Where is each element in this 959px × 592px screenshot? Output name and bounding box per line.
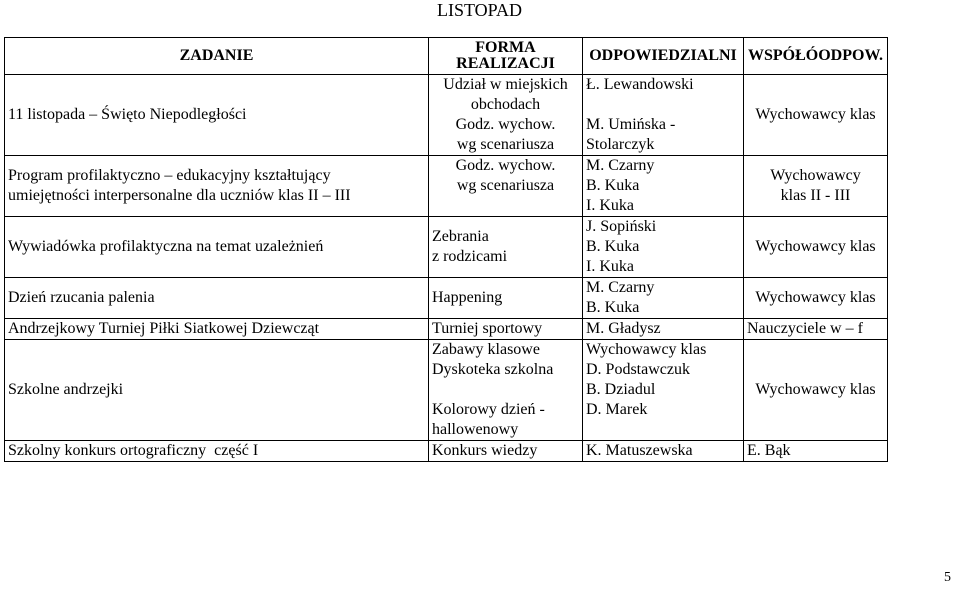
activity-plan-table bbox=[4, 37, 888, 462]
cell-co-responsible bbox=[744, 278, 888, 319]
form-line: Konkurs wiedzy bbox=[432, 442, 538, 459]
form-line: Udział w miejskich bbox=[443, 76, 568, 93]
form-line: wg scenariusza bbox=[456, 136, 555, 153]
cell-task bbox=[5, 319, 429, 340]
responsible-line: Ł. Lewandowski bbox=[586, 76, 694, 93]
cell-co-responsible bbox=[744, 75, 888, 156]
task-line: umiejętności interpersonalne dla uczniów klas II – III bbox=[8, 187, 351, 204]
table-row bbox=[5, 340, 888, 441]
task-line: Dzień rzucania palenia bbox=[8, 289, 155, 306]
cell-responsible bbox=[583, 278, 744, 319]
cell-responsible bbox=[583, 340, 744, 441]
form-line: Godz. wychow. bbox=[455, 116, 556, 133]
form-line: Zabawy klasowe bbox=[432, 341, 540, 358]
task-line: Andrzejkowy Turniej Piłki Siatkowej Dziewcząt bbox=[8, 320, 320, 337]
header-co-responsible: WSPÓŁÓODPOW. bbox=[744, 38, 888, 75]
cell-task bbox=[5, 156, 429, 217]
table-row bbox=[5, 75, 888, 156]
page-title: LISTOPAD bbox=[436, 0, 523, 20]
responsible-line: K. Matuszewska bbox=[586, 442, 693, 459]
co-line: Wychowawcy klas bbox=[755, 106, 876, 123]
cell-task bbox=[5, 441, 429, 462]
cell-task bbox=[5, 75, 429, 156]
responsible-line: I. Kuka bbox=[586, 197, 634, 214]
responsible-line: I. Kuka bbox=[586, 258, 634, 275]
table-row bbox=[5, 217, 888, 278]
responsible-line: M. Czarny bbox=[586, 279, 655, 296]
cell-form bbox=[429, 319, 583, 340]
form-line: obchodach bbox=[470, 96, 541, 113]
cell-responsible bbox=[583, 75, 744, 156]
responsible-line: M. Czarny bbox=[586, 157, 655, 174]
co-line: klas II - III bbox=[780, 187, 851, 204]
cell-responsible bbox=[583, 319, 744, 340]
form-line: Kolorowy dzień - bbox=[432, 401, 545, 418]
form-line: Godz. wychow. bbox=[455, 157, 556, 174]
table-row bbox=[5, 441, 888, 462]
cell-co-responsible bbox=[744, 217, 888, 278]
cell-form bbox=[429, 217, 583, 278]
table-header-row bbox=[5, 38, 888, 75]
task-line: 11 listopada – Święto Niepodległości bbox=[8, 106, 247, 123]
responsible-line: M. Umińska - bbox=[586, 116, 676, 133]
form-line: Zebrania bbox=[432, 228, 489, 245]
cell-task bbox=[5, 278, 429, 319]
table-row bbox=[5, 156, 888, 217]
header-responsible: ODPOWIEDZIALNI bbox=[583, 38, 744, 75]
spacer bbox=[586, 95, 740, 115]
responsible-line: D. Podstawczuk bbox=[586, 361, 690, 378]
responsible-line: Stolarczyk bbox=[586, 136, 655, 153]
cell-task bbox=[5, 217, 429, 278]
page-number: 5 bbox=[944, 570, 951, 585]
cell-form bbox=[429, 278, 583, 319]
header-task: ZADANIE bbox=[5, 38, 429, 75]
cell-task bbox=[5, 340, 429, 441]
responsible-line: M. Gładysz bbox=[586, 320, 661, 337]
cell-co-responsible bbox=[744, 319, 888, 340]
responsible-line: B. Kuka bbox=[586, 299, 640, 316]
header-form-line: FORMA bbox=[475, 39, 536, 56]
responsible-line: D. Marek bbox=[586, 401, 648, 418]
cell-form bbox=[429, 75, 583, 156]
task-line: Szkolny konkurs ortograficzny część I bbox=[8, 442, 259, 459]
co-line: E. Bąk bbox=[747, 442, 791, 459]
form-line: Turniej sportowy bbox=[432, 320, 543, 337]
form-line: z rodzicami bbox=[432, 248, 508, 265]
header-form-line: REALIZACJI bbox=[456, 55, 555, 72]
form-line: Happening bbox=[432, 289, 503, 306]
cell-co-responsible bbox=[744, 340, 888, 441]
form-line: wg scenariusza bbox=[456, 177, 555, 194]
form-line: hallowenowy bbox=[432, 421, 519, 438]
cell-responsible bbox=[583, 156, 744, 217]
co-line: Nauczyciele w – f bbox=[747, 320, 863, 337]
co-line: Wychowawcy klas bbox=[755, 381, 876, 398]
cell-form bbox=[429, 340, 583, 441]
responsible-line: Wychowawcy klas bbox=[586, 341, 707, 358]
cell-co-responsible bbox=[744, 441, 888, 462]
co-line: Wychowawcy klas bbox=[755, 289, 876, 306]
cell-form bbox=[429, 441, 583, 462]
table-row bbox=[5, 319, 888, 340]
spacer bbox=[432, 380, 579, 400]
cell-form bbox=[429, 156, 583, 217]
task-line: Program profilaktyczno – edukacyjny kształtujący bbox=[8, 167, 331, 184]
co-line: Wychowawcy bbox=[770, 167, 861, 184]
header-form bbox=[429, 38, 583, 75]
responsible-line: B. Kuka bbox=[586, 177, 640, 194]
form-line: Dyskoteka szkolna bbox=[432, 361, 554, 378]
cell-responsible bbox=[583, 441, 744, 462]
task-line: Szkolne andrzejki bbox=[8, 381, 124, 398]
cell-co-responsible bbox=[744, 156, 888, 217]
responsible-line: B. Kuka bbox=[586, 238, 640, 255]
task-line: Wywiadówka profilaktyczna na temat uzależnień bbox=[8, 238, 324, 255]
responsible-line: B. Dziadul bbox=[586, 381, 656, 398]
table-row bbox=[5, 278, 888, 319]
cell-responsible bbox=[583, 217, 744, 278]
responsible-line: J. Sopiński bbox=[586, 218, 657, 235]
co-line: Wychowawcy klas bbox=[755, 238, 876, 255]
